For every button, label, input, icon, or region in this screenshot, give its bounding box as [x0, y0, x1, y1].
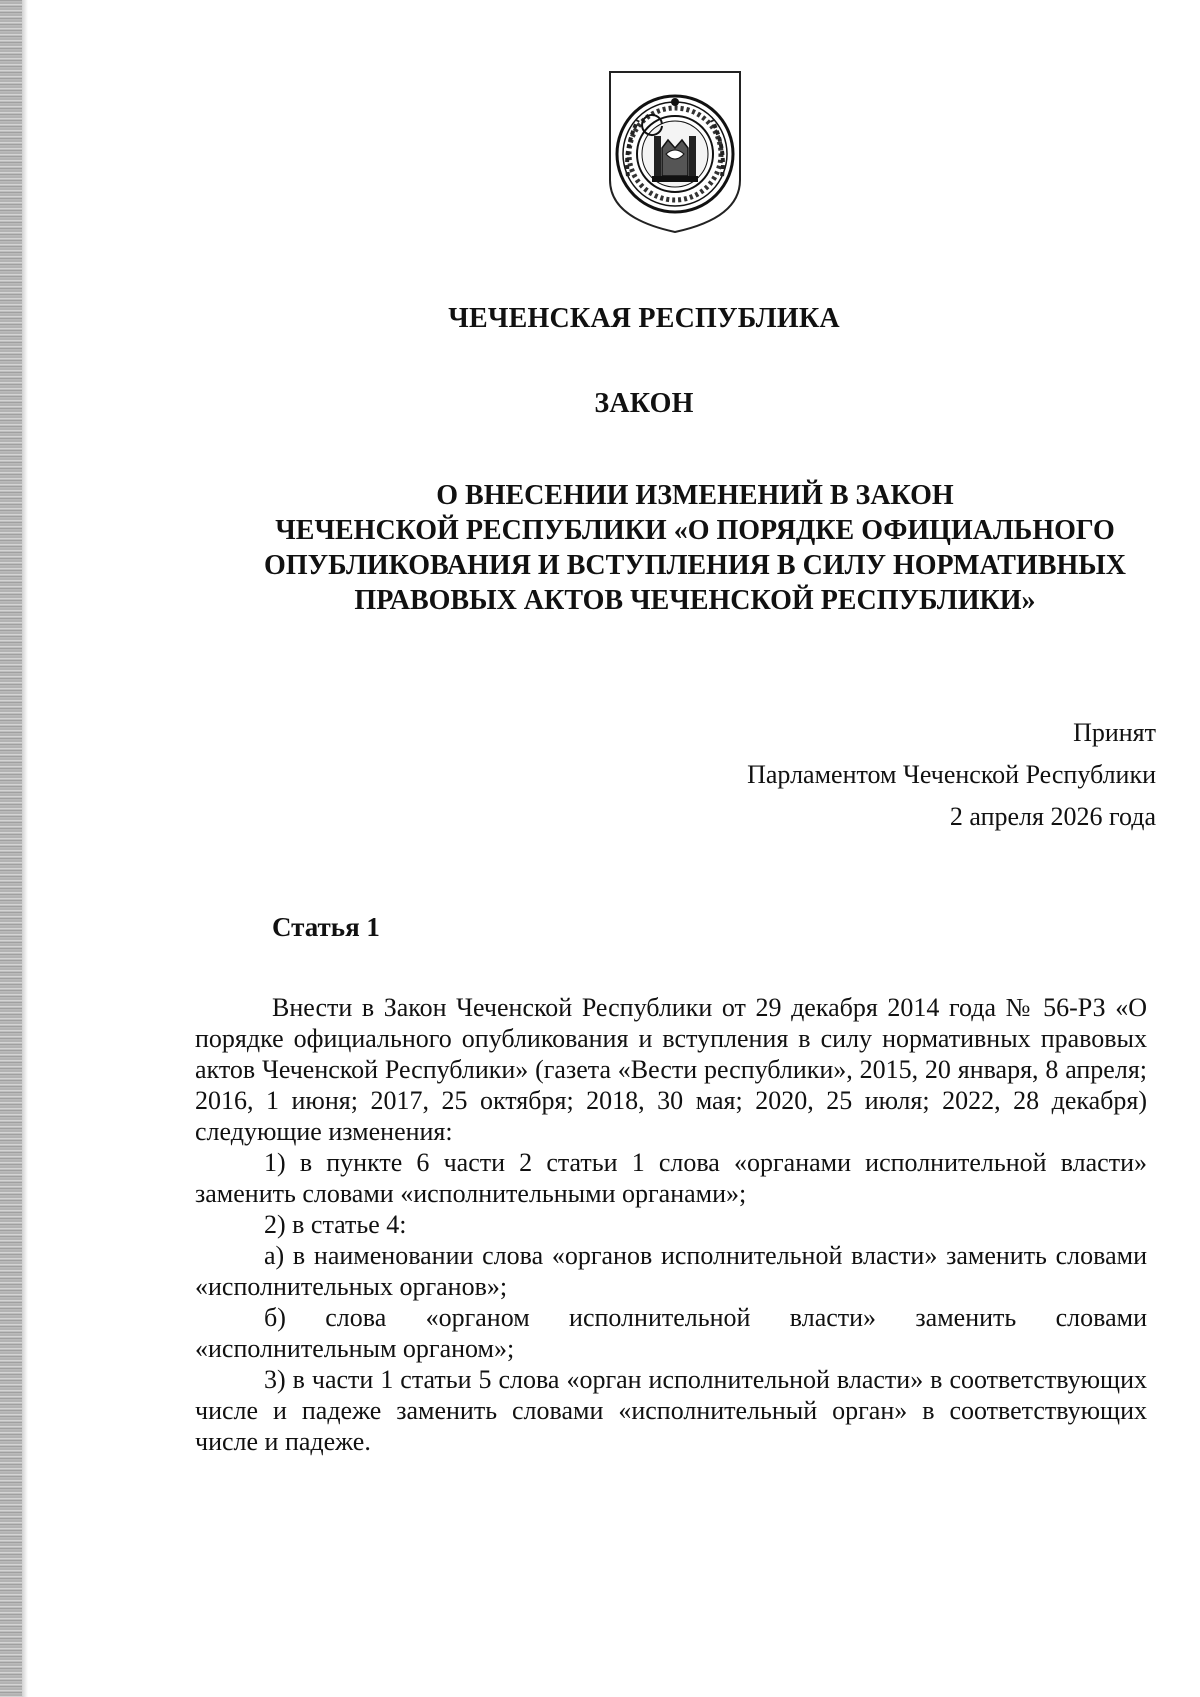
law-title-line: ОПУБЛИКОВАНИЯ И ВСТУПЛЕНИЯ В СИЛУ НОРМАТИВНЫХ — [264, 550, 1126, 581]
coat-of-arms-icon — [604, 68, 746, 236]
adoption-date: 2 апреля 2026 года — [949, 802, 1156, 831]
law-title-line: ПРАВОВЫХ АКТОВ ЧЕЧЕНСКОЙ РЕСПУБЛИКИ» — [354, 585, 1036, 616]
article-subitem: а) в наименовании слова «органов исполнительной власти» заменить словами «исполнительных органов»; — [195, 1241, 1147, 1301]
scan-edge-shadow — [22, 0, 28, 1697]
article-intro-paragraph: Внести в Закон Чеченской Республики от 29 декабря 2014 года № 56-РЗ «О порядке официального опубликования и вступления в силу нормативных правовых актов Чеченской Республики» (газета «Вести республики», 2015, 20 января, 8 апреля; 2016, 1 июня; 2017, 25 октября; 2018, 30 мая; 2020, 25 июля; 2022, 28 декабря) следующие изменения: — [195, 993, 1147, 1146]
adoption-block — [747, 712, 1156, 838]
republic-heading: ЧЕЧЕНСКАЯ РЕСПУБЛИКА — [448, 303, 840, 334]
law-title-line: ЧЕЧЕНСКОЙ РЕСПУБЛИКИ «О ПОРЯДКЕ ОФИЦИАЛЬНОГО — [275, 515, 1115, 546]
article-subitem: б) слова «органом исполнительной власти» заменить словами «исполнительным органом»; — [195, 1303, 1147, 1363]
scan-binding-edge — [0, 0, 22, 1697]
article-heading: Статья 1 — [272, 912, 380, 942]
adoption-line: Принят — [1073, 718, 1156, 747]
law-title — [190, 478, 1200, 618]
article-item: 2) в статье 4: — [264, 1210, 407, 1239]
article-item: 3) в части 1 статьи 5 слова «орган исполнительной власти» в соответствующих числе и падеже заменить словами «исполнительный орган» в соответствующих числе и падеже. — [195, 1365, 1147, 1456]
law-title-line: О ВНЕСЕНИИ ИЗМЕНЕНИЙ В ЗАКОН — [436, 480, 954, 511]
article-body — [195, 992, 1147, 1457]
article-item: 1) в пункте 6 части 2 статьи 1 слова «органами исполнительной власти» заменить словами «исполнительными органами»; — [195, 1148, 1147, 1208]
document-type-heading: ЗАКОН — [594, 388, 694, 419]
adoption-line: Парламентом Чеченской Республики — [747, 760, 1156, 789]
